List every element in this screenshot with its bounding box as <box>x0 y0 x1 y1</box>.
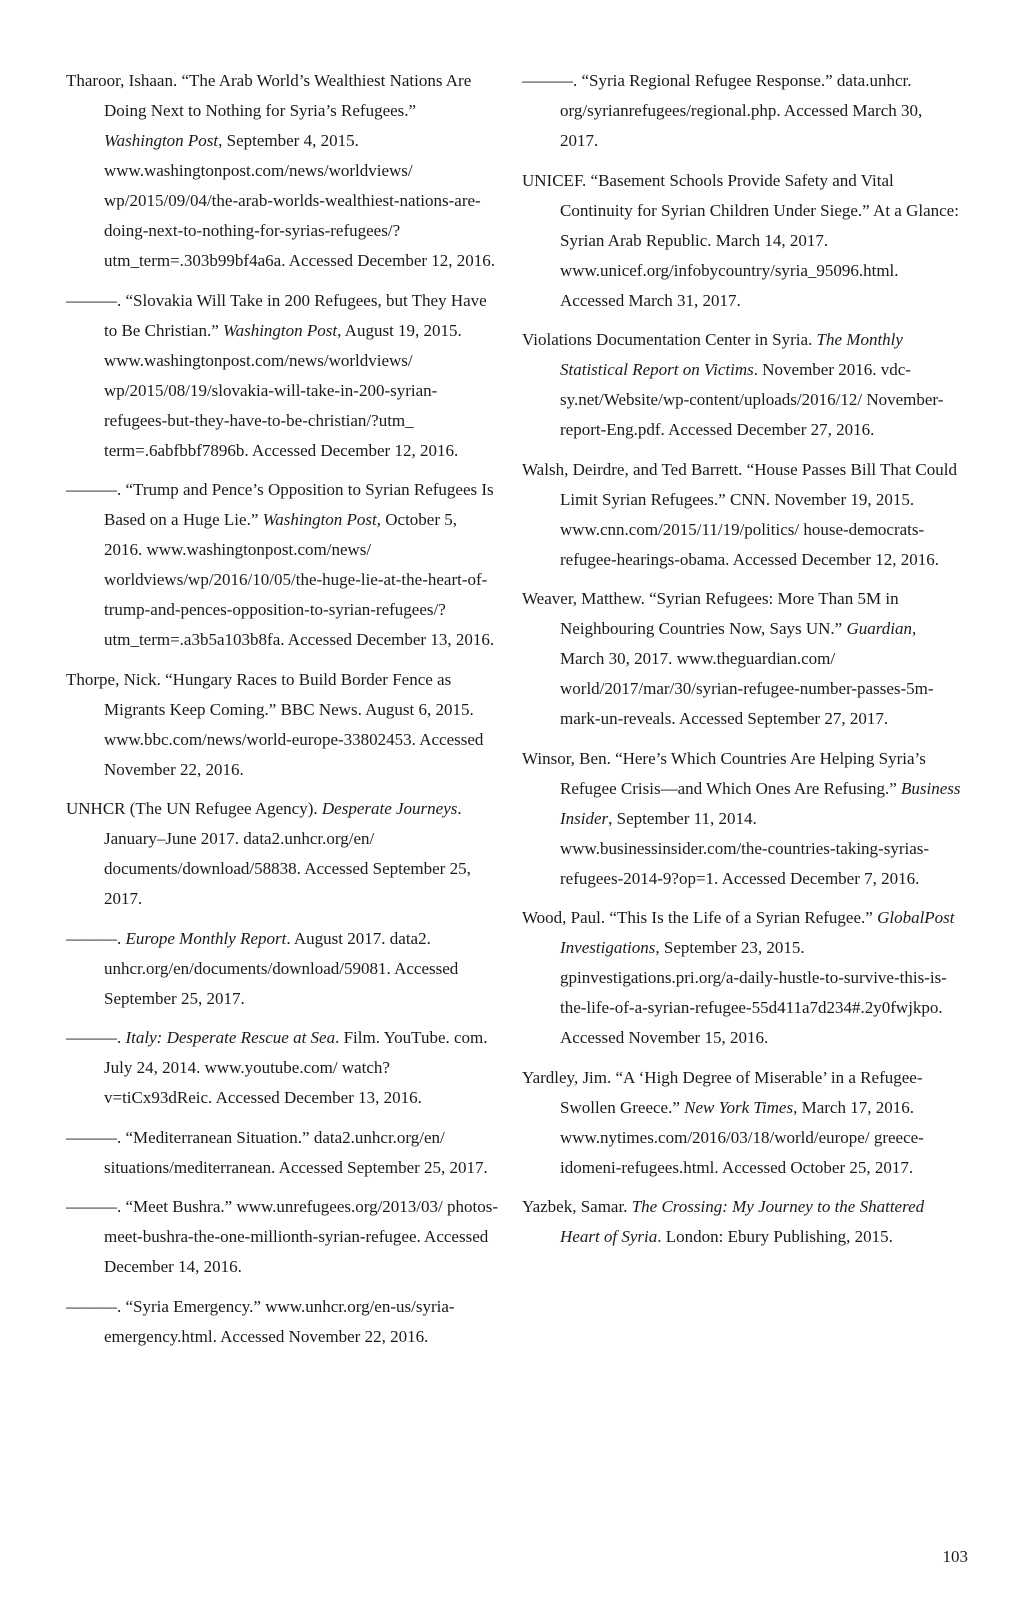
entry-text: Thorpe, Nick. “Hungary Races to Build Border Fence as Migrants Keep Coming.” BBC News. August 6, 2015. www.bbc.com/news/world-europe-33802453. Accessed November 22, 2016. <box>66 669 484 779</box>
bibliography-entry <box>66 924 498 1014</box>
bibliography-entry <box>522 584 962 734</box>
entry-text: Wood, Paul. “This Is the Life of a Syrian Refugee.” <box>522 908 878 927</box>
entry-title-italic: Italy: Desperate Rescue at Sea <box>125 1028 336 1047</box>
bibliography-entry <box>522 903 962 1053</box>
bibliography-entry <box>522 1192 962 1252</box>
entry-title-italic: New York Times <box>684 1097 794 1117</box>
bibliography-entry <box>66 66 498 276</box>
entry-text: . London: Ebury Publishing, 2015. <box>657 1227 893 1246</box>
page-number: 103 <box>942 1547 968 1566</box>
bibliography-entry <box>66 1192 498 1282</box>
bibliography-entry <box>522 455 962 575</box>
entry-text: , September 4, 2015. www.washingtonpost.com/news/worldviews/ wp/2015/09/04/the-arab-worlds-wealthiest-nations-are-doing-next-to-nothing-for-syrias-refugees/?utm_term=.303b99bf4a6a. Accessed December 12, 2016. <box>104 131 496 270</box>
bibliography-entry <box>522 1063 962 1183</box>
bibliography-entry <box>66 794 498 914</box>
entry-text: ———. <box>66 1028 126 1047</box>
entry-text: , September 23, 2015. gpinvestigations.pri.org/a-daily-hustle-to-survive-this-is-the-life-of-a-syrian-refugee-55d411a7d234#.2y0fwjkpo. Accessed November 15, 2016. <box>560 938 947 1047</box>
entry-title-italic: Guardian <box>846 619 912 638</box>
bibliography-entry <box>522 66 962 156</box>
entry-text: UNICEF. “Basement Schools Provide Safety and Vital Continuity for Syrian Children Under Siege.” At a Glance: Syrian Arab Republic. March 14, 2017. www.unicef.org/infobycountry/syria_95096.html. Accessed March 31, 2017. <box>522 170 959 310</box>
entry-title-italic: Desperate Journeys <box>321 799 458 818</box>
bibliography-entry <box>522 744 962 894</box>
bibliography-left-column <box>66 66 498 1361</box>
entry-text: Weaver, Matthew. “Syrian Refugees: More Than 5M in Neighbouring Countries Now, Says UN.” <box>522 589 899 638</box>
entry-text: UNHCR (The UN Refugee Agency). <box>66 799 322 818</box>
entry-title-italic: Washington Post <box>262 510 377 529</box>
entry-title-italic: Washington Post <box>222 320 338 340</box>
entry-text: , September 11, 2014. www.businessinsider.com/the-countries-taking-syrias-refugees-2014-9?op=1. Accessed December 7, 2016. <box>560 808 930 888</box>
entry-text: ———. “Slovakia Will Take in 200 Refugees, but They Have to Be Christian.” <box>66 290 487 340</box>
bibliography-entry <box>522 166 962 316</box>
entry-text: Winsor, Ben. “Here’s Which Countries Are Helping Syria’s Refugee Crisis—and Which Ones Are Refusing.” <box>522 748 926 798</box>
entry-text: ———. “Mediterranean Situation.” data2.unhcr.org/en/ situations/mediterranean. Accessed September 25, 2017. <box>66 1127 488 1177</box>
entry-text: Yardley, Jim. “A ‘High Degree of Miserable’ in a Refugee-Swollen Greece.” <box>522 1067 923 1117</box>
entry-text: , March 17, 2016. www.nytimes.com/2016/03/18/world/europe/ greece-idomeni-refugees.html. Accessed October 25, 2017. <box>560 1097 924 1177</box>
bibliography-entry <box>66 1023 498 1113</box>
bibliography-entry <box>66 1292 498 1352</box>
entry-text: ———. <box>66 928 126 948</box>
entry-text: Yazbek, Samar. <box>522 1197 632 1216</box>
entry-text: ———. “Syria Emergency.” www.unhcr.org/en-us/syria-emergency.html. Accessed November 22, 2016. <box>66 1296 455 1346</box>
entry-title-italic: GlobalPost Investigations <box>560 908 955 957</box>
entry-text: , October 5, 2016. www.washingtonpost.com/news/ worldviews/wp/2016/10/05/the-huge-lie-at-the-heart-of-trump-and-pences-opposition-to-syrian-refugees/?utm_term=.a3b5a103b8fa. Accessed December 13, 2016. <box>104 510 495 649</box>
bibliography-entry <box>66 475 498 655</box>
entry-title-italic: Europe Monthly Report <box>125 928 287 948</box>
bibliography-entry <box>66 286 498 466</box>
entry-text: . November 2016. vdc-sy.net/Website/wp-content/uploads/2016/12/ November-report-Eng.pdf. Accessed December 27, 2016. <box>560 360 944 439</box>
entry-text: Walsh, Deirdre, and Ted Barrett. “House Passes Bill That Could Limit Syrian Refugees.” CNN. November 19, 2015. www.cnn.com/2015/11/19/politics/ house-democrats-refugee-hearings-obama. Accessed December 12, 2016. <box>522 459 957 569</box>
entry-text: , March 30, 2017. www.theguardian.com/ world/2017/mar/30/syrian-refugee-number-passes-5m-mark-un-reveals. Accessed September 27, 2017. <box>560 619 934 728</box>
entry-title-italic: The Crossing: My Journey to the Shattered Heart of Syria <box>560 1197 925 1246</box>
bibliography-entry <box>66 1123 498 1183</box>
bibliography-right-column <box>522 66 962 1262</box>
entry-text: ———. “Trump and Pence’s Opposition to Syrian Refugees Is Based on a Huge Lie.” <box>66 480 494 529</box>
entry-text: ———. “Meet Bushra.” www.unrefugees.org/2013/03/ photos-meet-bushra-the-one-millionth-syrian-refugee. Accessed December 14, 2016. <box>66 1197 499 1276</box>
bibliography-entry <box>522 325 962 445</box>
entry-text: Violations Documentation Center in Syria. <box>522 330 817 349</box>
entry-title-italic: The Monthly Statistical Report on Victims <box>560 330 903 379</box>
entry-text: ———. “Syria Regional Refugee Response.” data.unhcr. org/syrianrefugees/regional.php. Accessed March 30, 2017. <box>522 71 923 150</box>
bibliography-entry <box>66 665 498 785</box>
entry-title-italic: Business Insider <box>560 778 961 828</box>
entry-title-italic: Washington Post <box>104 131 219 150</box>
entry-text: , August 19, 2015. www.washingtonpost.com/news/worldviews/ wp/2015/08/19/slovakia-will-take-in-200-syrian-refugees-but-they-have-to-be-christian/?utm_ term=.6abfbbf7896b. Accessed December 12, 2016. <box>104 320 462 460</box>
entry-text: Tharoor, Ishaan. “The Arab World’s Wealthiest Nations Are Doing Next to Nothing for Syria’s Refugees.” <box>66 71 472 120</box>
entry-text: . August 2017. data2. unhcr.org/en/documents/download/59081. Accessed September 25, 2017. <box>104 928 459 1008</box>
entry-text: . Film. YouTube. com. July 24, 2014. www.youtube.com/ watch?v=tiCx93dReic. Accessed December 13, 2016. <box>104 1028 488 1107</box>
entry-text: . January–June 2017. data2.unhcr.org/en/ documents/download/58838. Accessed September 25, 2017. <box>104 799 471 908</box>
